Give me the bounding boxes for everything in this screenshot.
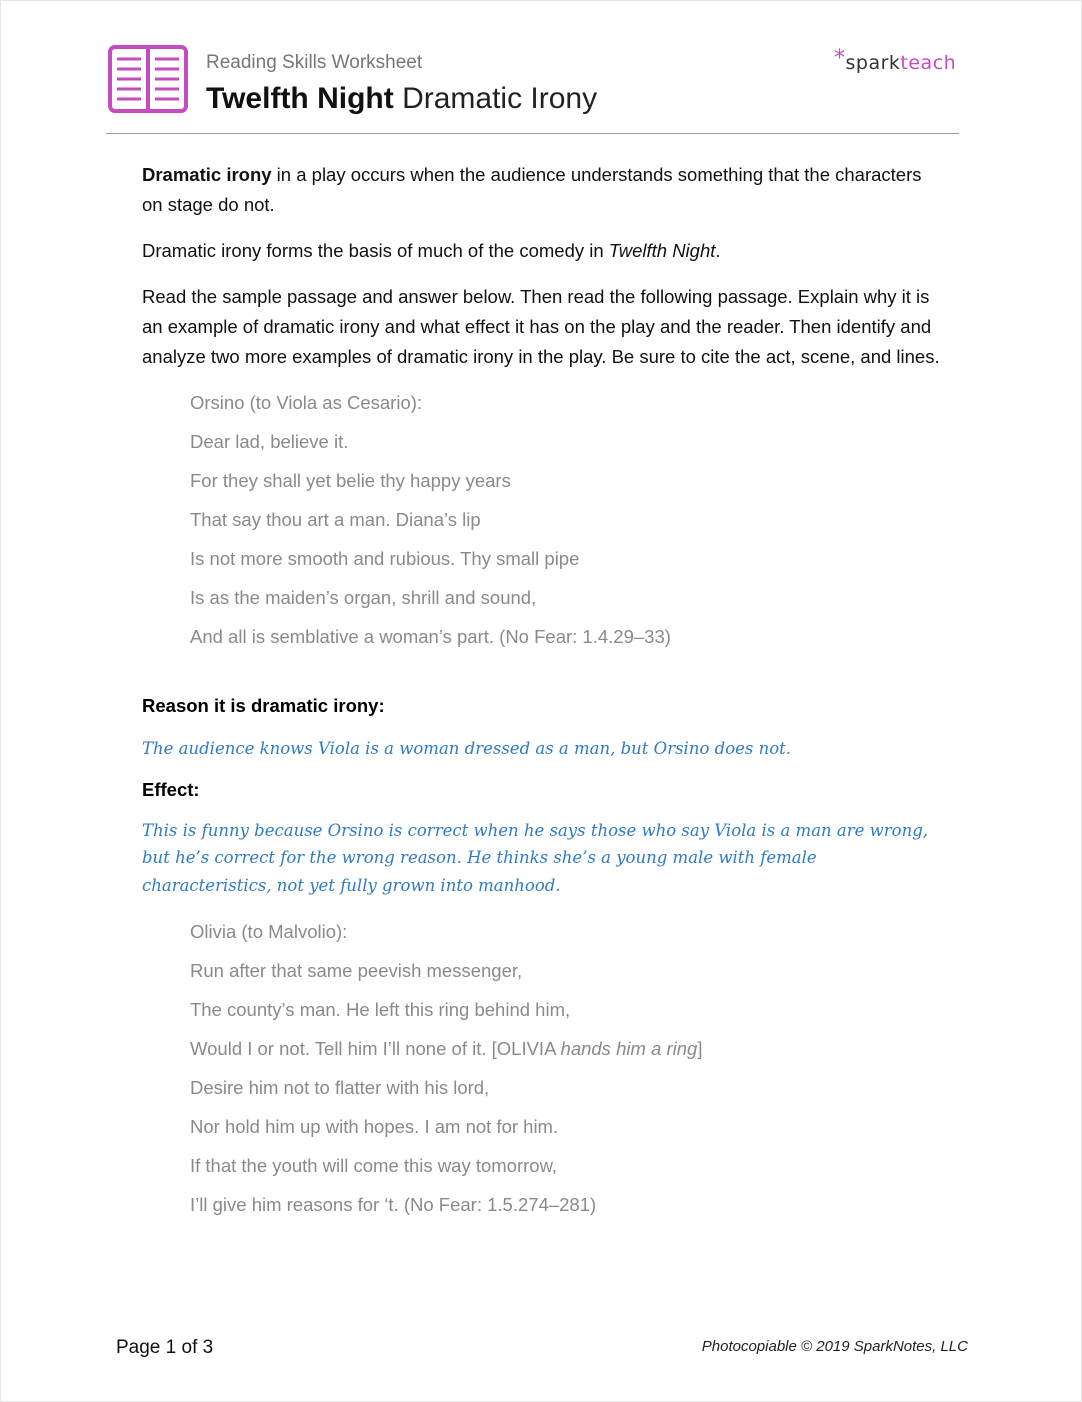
passage-line: Desire him not to flatter with his lord, (190, 1077, 490, 1098)
brand-teach: teach (900, 52, 957, 74)
reason-answer: The audience knows Viola is a woman dressed as a man, but Orsino does not. (142, 739, 792, 758)
passage-line: And all is semblative a woman’s part. (No Fear: 1.4.29–33) (190, 626, 671, 647)
passage-line: That say thou art a man. Diana’s lip (190, 509, 481, 530)
stage-direction: hands him a ring (560, 1038, 698, 1059)
context-paragraph (142, 236, 942, 266)
definition-paragraph (142, 160, 942, 220)
brand-spark: spark (845, 52, 901, 74)
title-topic: Dramatic Irony (393, 82, 598, 115)
passage-orsino (190, 388, 942, 661)
open-book-icon (108, 45, 188, 115)
worksheet-content (142, 160, 942, 1229)
worksheet-subtitle: Reading Skills Worksheet (206, 52, 423, 73)
passage-line: Is as the maiden’s organ, shrill and sound, (190, 587, 537, 608)
effect-label: Effect: (142, 778, 200, 800)
passage-line: Run after that same peevish messenger, (190, 960, 523, 981)
passage-line: Nor hold him up with hopes. I am not for him. (190, 1116, 559, 1137)
sparkteach-logo (834, 46, 956, 74)
passage-line: Is not more smooth and rubious. Thy small pipe (190, 548, 580, 569)
definition-text: in a play occurs when the audience understands something that the characters on stage do not. (142, 164, 922, 215)
passage-line: For they shall yet belie thy happy years (190, 470, 511, 491)
passage-line-stage-direction (190, 1034, 942, 1073)
passage-line: I’ll give him reasons for ‘t. (No Fear: 1.5.274–281) (190, 1194, 597, 1215)
passage-line: Olivia (to Malvolio): (190, 921, 348, 942)
brand-star: * (834, 46, 846, 71)
play-title-italic: Twelfth Night (608, 240, 716, 261)
instructions-paragraph: Read the sample passage and answer below. Then read the following passage. Explain why it is an example of dramatic irony and what effect it has on the play and the reader. Then identify and analyze two more examples of dramatic irony in the play. Be sure to cite the act, scene, and lines. (142, 286, 940, 367)
worksheet-title (206, 82, 597, 116)
passage-line: If that the youth will come this way tomorrow, (190, 1155, 558, 1176)
context-end: . (715, 240, 721, 261)
copyright-notice: Photocopiable © 2019 SparkNotes, LLC (701, 1338, 968, 1355)
header-divider (106, 133, 959, 134)
term-dramatic-irony: Dramatic irony (142, 164, 272, 185)
passage-line: Dear lad, believe it. (190, 431, 349, 452)
title-play-name: Twelfth Night (206, 82, 394, 115)
passage-olivia (190, 917, 942, 1229)
passage-line: The county’s man. He left this ring behind him, (190, 999, 571, 1020)
page-number: Page 1 of 3 (116, 1337, 214, 1358)
line-text: Would I or not. Tell him I’ll none of it. [OLIVIA (190, 1038, 561, 1059)
line-end: ] (697, 1038, 703, 1059)
passage-line: Orsino (to Viola as Cesario): (190, 392, 423, 413)
context-text: Dramatic irony forms the basis of much of the comedy in (142, 240, 609, 261)
effect-answer: This is funny because Orsino is correct when he says those who say Viola is a man are wrong, but he’s correct for the wrong reason. He thinks she’s a young male with female characteristics, not yet fully grown into manhood. (142, 820, 929, 895)
reason-label: Reason it is dramatic irony: (142, 695, 385, 716)
